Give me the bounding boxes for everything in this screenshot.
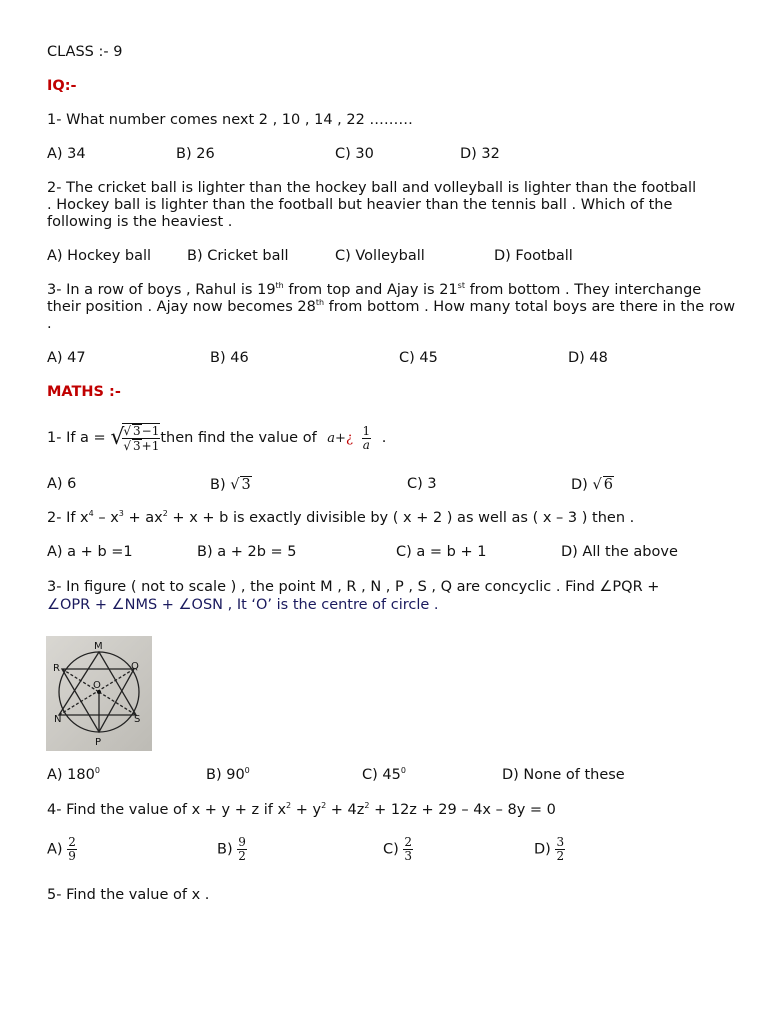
iq-q2-option-c: C) Volleyball — [335, 248, 425, 264]
maths-q4-option-a: A) $\frac{2}{9}$ — [47, 835, 76, 863]
maths-q2-option-c: C) a = b + 1 — [396, 544, 487, 560]
iq-q1-option-b: B) 26 — [176, 146, 215, 162]
iq-q1-option-c: C) 30 — [335, 146, 374, 162]
maths-q3-option-c: C) $45^0$ — [362, 766, 406, 783]
maths-q4-option-c: C) $\frac{2}{3}$ — [383, 835, 413, 863]
class-label: CLASS :- 9 — [47, 44, 123, 60]
iq-q3-option-b: B) 46 — [210, 350, 249, 366]
figure-label-r: R — [53, 663, 60, 674]
iq-heading: IQ:- — [47, 78, 77, 94]
iq-q3-option-a: A) 47 — [47, 350, 86, 366]
maths-question-3-line-2: ∠OPR + ∠NMS + ∠OSN , It ‘O’ is the centre of circle . — [47, 597, 439, 613]
iq-question-3: 3- In a row of boys , Rahul is 19th from top and Ajay is 21st from bottom . They interchange their position . Ajay now becomes 28th from bottom . How many total boys are there in the row . — [47, 281, 736, 332]
circle-star-diagram — [46, 636, 152, 751]
maths-question-3-line-1: 3- In figure ( not to scale ) , the point M , R , N , P , S , Q are concyclic . Find ∠PQR + — [47, 579, 660, 595]
iq-q1-option-d: D) 32 — [460, 146, 500, 162]
iq-question-1: 1- What number comes next 2 , 10 , 14 , 22 ……… — [47, 112, 413, 128]
maths-q1-root-fraction: $\frac{√ 3-1}{√ 3+1}$ — [123, 424, 160, 453]
maths-question-1: 1- If a = √ $\frac{√ 3-1}{√ 3+1}$ then find the value of a+¿ $\frac{1}{a}$ . — [47, 423, 387, 453]
maths-q1-option-d: D) √ 6 — [571, 477, 613, 493]
maths-q1-option-c: C) 3 — [407, 476, 437, 492]
iq-q1-option-a: A) 34 — [47, 146, 86, 162]
iq-q2-option-a: A) Hockey ball — [47, 248, 152, 264]
maths-question-5: 5- Find the value of x . — [47, 887, 210, 903]
iq-q3-option-c: C) 45 — [399, 350, 438, 366]
figure-label-n: N — [54, 714, 62, 725]
maths-question-4: 4- Find the value of x + y + z if $x^2 + y^2 + 4z^2 + 12z + 29 - 4x - 8y = 0$ — [47, 801, 556, 818]
maths-q3-option-a: A) $180^0$ — [47, 766, 100, 783]
concyclic-figure — [46, 636, 152, 751]
iq-q2-option-d: D) Football — [494, 248, 573, 264]
iq-question-2: 2- The cricket ball is lighter than the hockey ball and volleyball is lighter than the football . Hockey ball is lighter than the football but heavier than the tennis ball . Which of the following is the heaviest . — [47, 180, 697, 230]
maths-q2-option-b: B) a + 2b = 5 — [197, 544, 297, 560]
maths-q2-option-a: A) a + b =1 — [47, 544, 133, 560]
maths-q3-option-b: B) $90^0$ — [206, 766, 250, 783]
maths-question-2: 2- If $x^4 - x^3 + ax^2 + x + b$ is exactly divisible by ( x + 2 ) as well as ( x – 3 ) then . — [47, 509, 635, 526]
maths-q1-option-a: A) 6 — [47, 476, 77, 492]
figure-label-s: S — [134, 714, 141, 725]
maths-heading: MATHS :- — [47, 384, 121, 400]
maths-q4-option-d: D) $\frac{3}{2}$ — [534, 835, 565, 863]
iq-q2-option-b: B) Cricket ball — [187, 248, 289, 264]
maths-q4-option-b: B) $\frac{9}{2}$ — [217, 835, 246, 863]
maths-q1-option-b: B) √ 3 — [210, 477, 251, 493]
iq-q3-option-d: D) 48 — [568, 350, 608, 366]
figure-label-o: O — [93, 680, 101, 691]
figure-label-m: M — [94, 641, 103, 652]
figure-label-p: P — [95, 737, 102, 748]
maths-q2-option-d: D) All the above — [561, 544, 678, 560]
figure-label-q: Q — [131, 661, 139, 672]
maths-q3-option-d: D) None of these — [502, 767, 625, 783]
